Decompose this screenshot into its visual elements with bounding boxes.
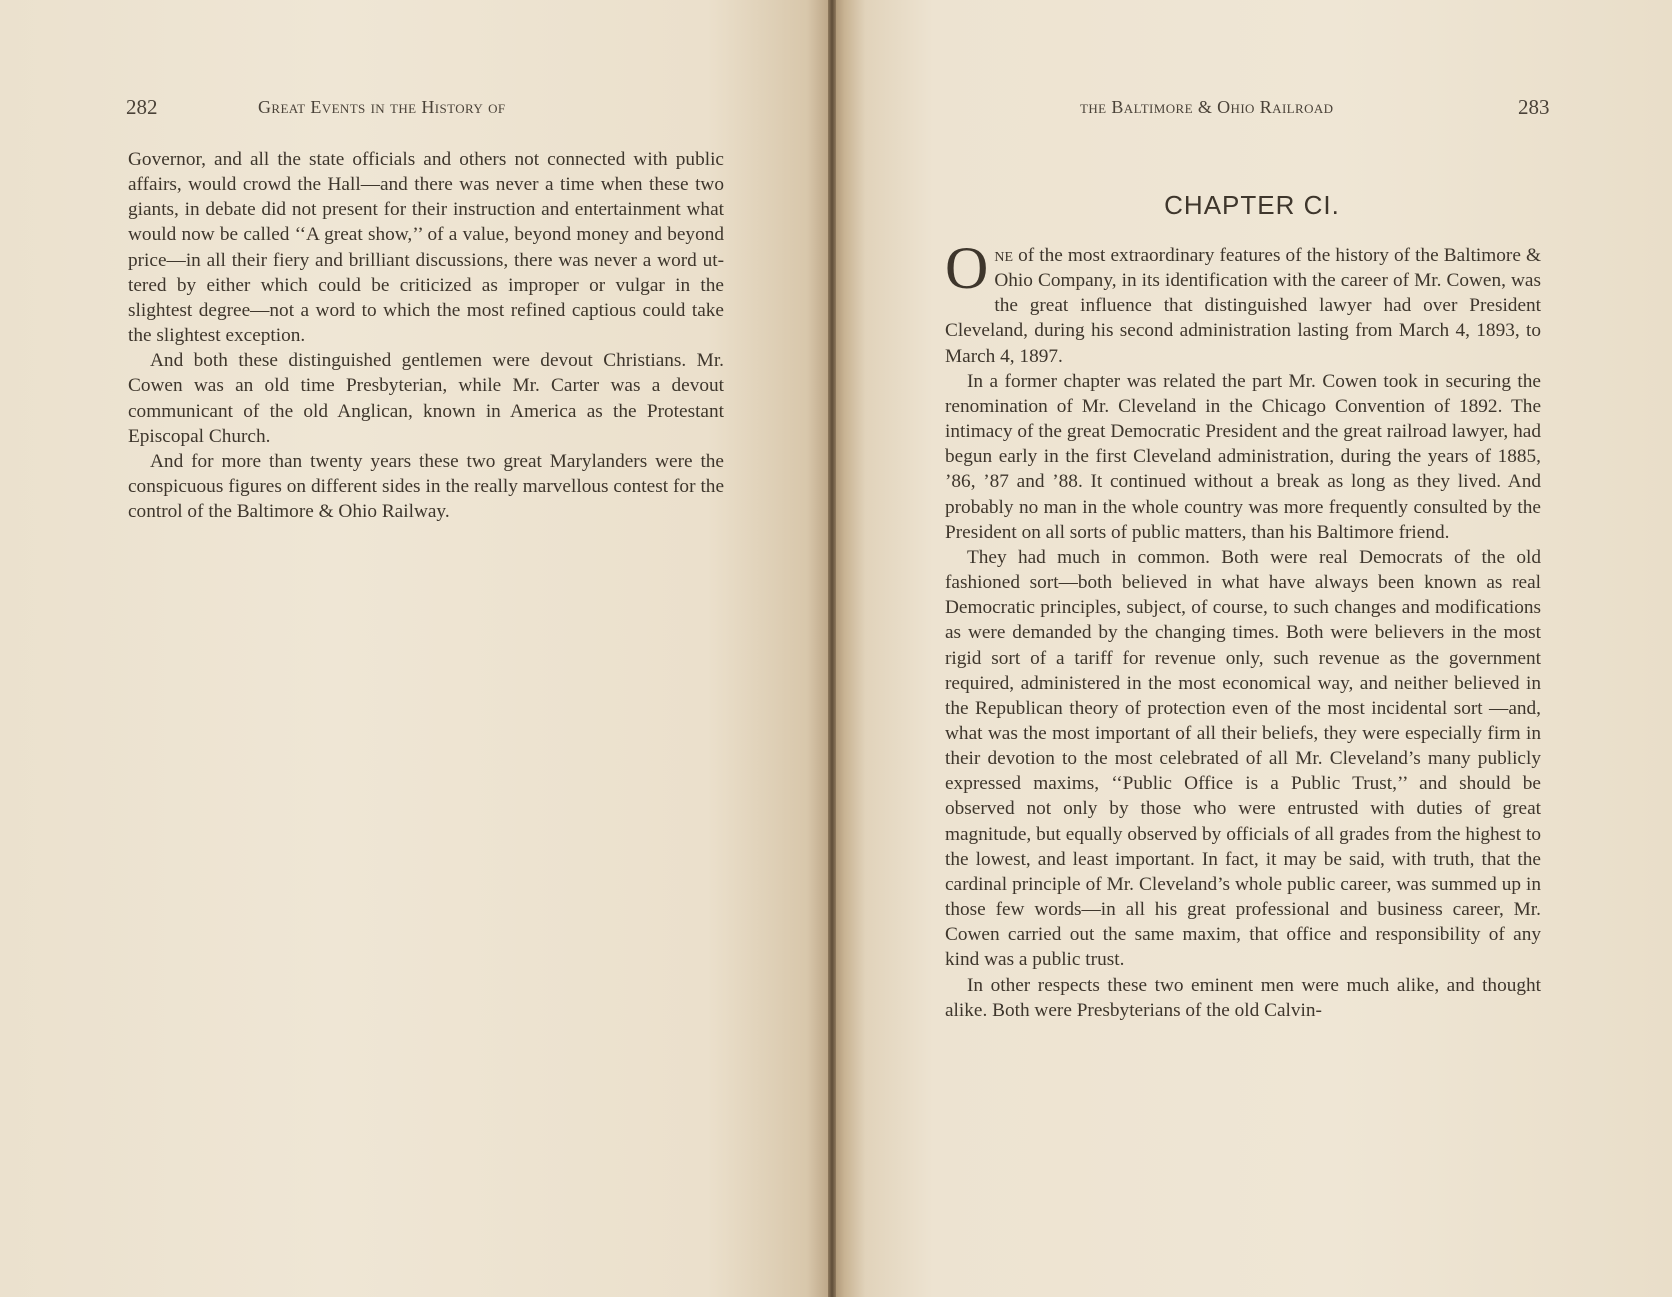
running-head: Great Events in the History of [258, 97, 506, 117]
body-text [128, 147, 724, 524]
paragraph: Governor, and all the state officials and others not connected with public affairs, would crowd the Hall—and there was never a time when these two giants, in debate did not present for their instruction and entertainment what would now be called ‘‘A great show,’’ of a value, beyond money and beyond price—in all their fiery and brilliant discussions, there was never a word uttered by either which could be criticized as improper or vulgar in the slightest degree—not a word to which the most refined captious could take the slightest exception. [128, 149, 724, 347]
paragraph-text: of the most extraordinary features of the history of the Baltimore & Ohio Company, in its identification with the career of Mr. Cowen, was the great influence that distinguished lawyer had over President Cleveland, during his second administration lasting from March 4, 1893, to March 4, 1897. [945, 245, 1541, 367]
paragraph: And for more than twenty years these two great Marylanders were the conspicuous figures on different sides in the really marvellous contest for the control of the Baltimore & Ohio Railway. [128, 450, 724, 523]
book-gutter [828, 0, 836, 1297]
left-page [0, 0, 832, 1297]
page-number: 283 [1518, 95, 1550, 119]
right-page [832, 0, 1672, 1297]
drop-cap: O [945, 235, 989, 301]
chapter-title: CHAPTER CI. [1164, 190, 1340, 220]
paragraph: And both these distinguished gentlemen were devout Christians. Mr. Cowen was an old time Presbyterian, while Mr. Carter was a devout communicant of the old Anglican, known in America as the Protestant Episcopal Church. [128, 350, 724, 447]
paragraph: In a former chapter was related the part Mr. Cowen took in securing the renomination of Mr. Cleveland in the Chicago Convention of 1892. The intimacy of the great Democratic President and the great railroad lawyer, had begun early in the first Cleveland administration, during the years of 1885, ’86, ’87 and ’88. It continued without a break as long as they lived. And probably no man in the whole country was more frequently consulted by the President on all sorts of public matters, than his Baltimore friend. [945, 370, 1541, 543]
paragraph: In other respects these two eminent men were much alike, and thought alike. Both were Presbyterians of the old Calvin- [945, 974, 1541, 1021]
running-head: the Baltimore & Ohio Railroad [1080, 97, 1334, 117]
paragraph: They had much in common. Both were real Democrats of the old fashioned sort—both believed in what have always been known as real Democratic principles, subject, of course, to such changes and modifications as were demanded by the changing times. Both were believers in the most rigid sort of a tariff for revenue only, such revenue as the government required, administered in the most economical way, and neither believed in the Republican theory of protection even of the most incidental sort —and, what was the most important of all their beliefs, they were especially firm in their devotion to the most celebrated of all Mr. Cleveland’s many publicly expressed maxims, ‘‘Public Office is a Public Trust,’’ and should be observed not only by those who were entrusted with duties of great magnitude, but equally observed by officials of all grades from the highest to the lowest, and least important. In fact, it may be said, with truth, that the cardinal principle of Mr. Cleveland’s whole public career, was summed up in those few words—in all his great professional and business career, Mr. Cowen carried out the same maxim, that office and responsibility of any kind was a public trust. [945, 546, 1541, 971]
body-text [945, 235, 1541, 1023]
lead-smallcaps: ne [994, 245, 1014, 266]
paragraph [945, 235, 1541, 369]
page-number: 282 [126, 95, 158, 119]
